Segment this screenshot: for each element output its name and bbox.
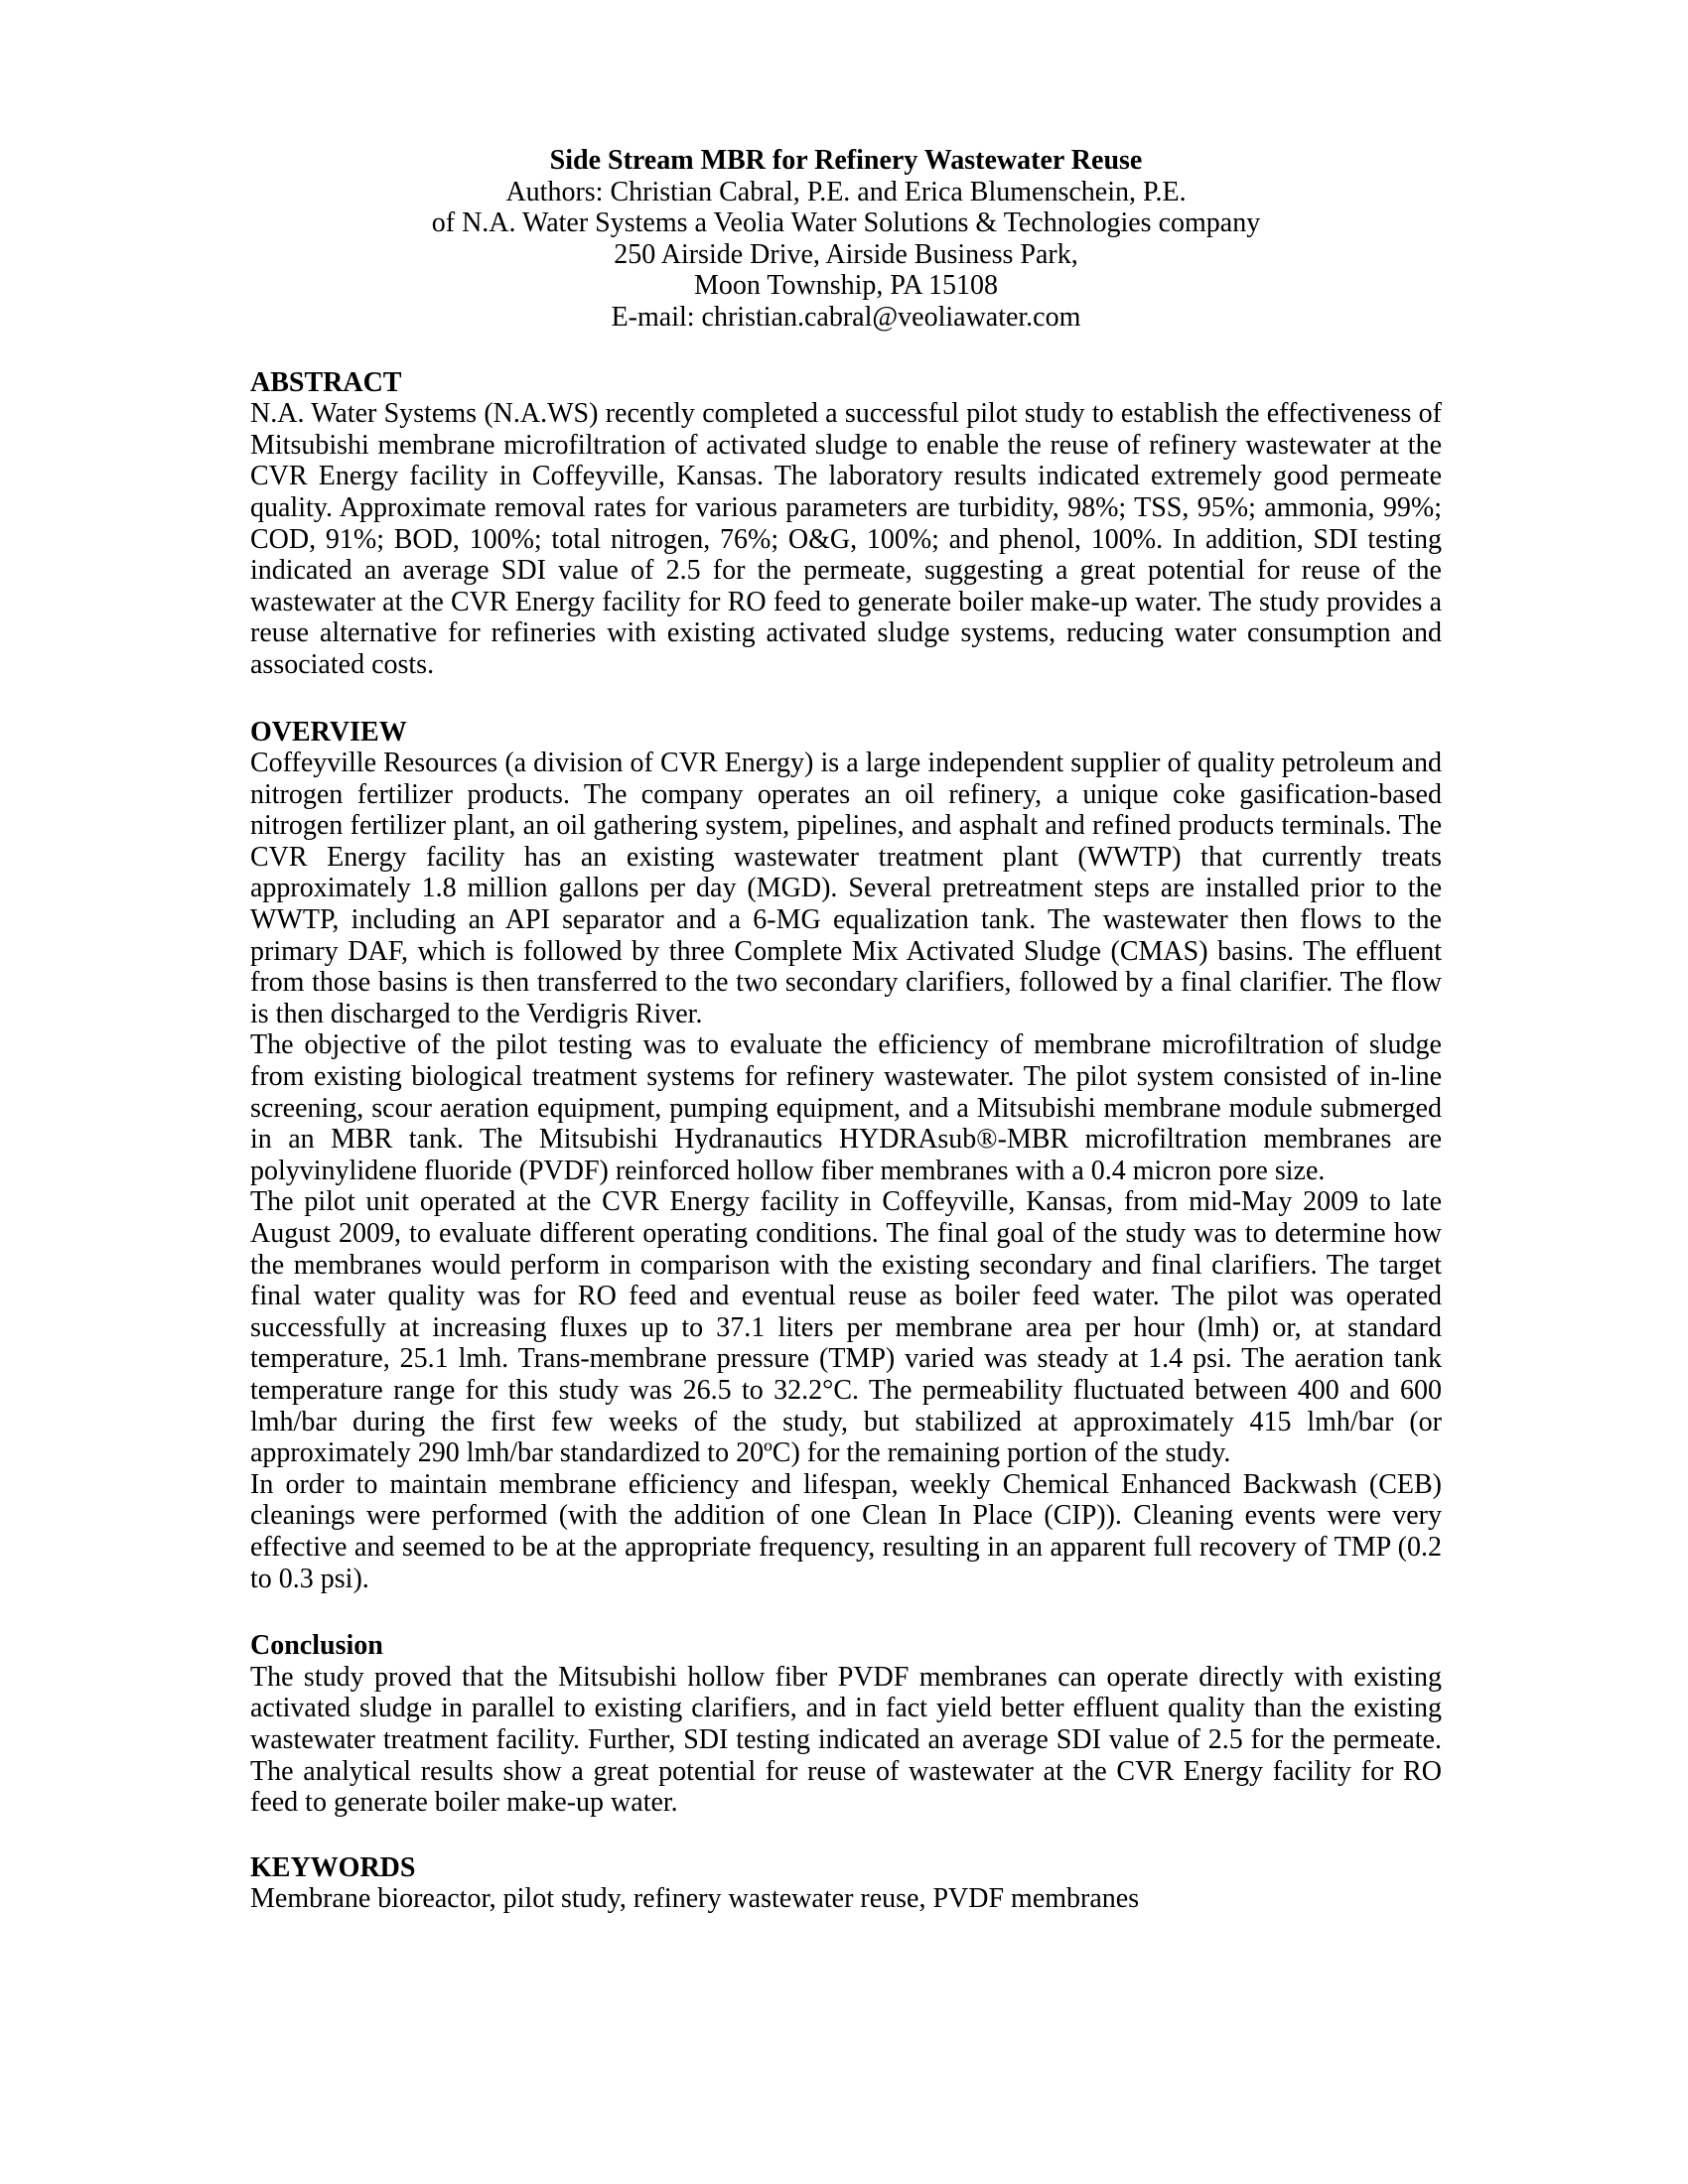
paper-address-line-1: 250 Airside Drive, Airside Business Park, bbox=[614, 238, 1078, 270]
keywords-text: Membrane bioreactor, pilot study, refinery wastewater reuse, PVDF membranes bbox=[250, 1883, 1140, 1915]
paper-email: E-mail: christian.cabral@veoliawater.com bbox=[611, 301, 1081, 333]
abstract-heading: ABSTRACT bbox=[250, 366, 402, 398]
overview-paragraph-4: In order to maintain membrane efficiency and lifespan, weekly Chemical Enhanced Backwash (CEB) cleanings were performed (with the addition of one Clean In Place (CIP)). Cleaning events were very effective and seemed to be at the appropriate frequency, resulting in an apparent full recovery of TMP (0.2 to 0.3 psi). bbox=[250, 1468, 1442, 1594]
section-overview bbox=[250, 717, 1442, 1595]
conclusion-paragraph: The study proved that the Mitsubishi hollow fiber PVDF membranes can operate directly with existing activated sludge in parallel to existing clarifiers, and in fact yield better effluent quality than the existing wastewater treatment facility. Further, SDI testing indicated an average SDI value of 2.5 for the permeate. The analytical results show a great potential for reuse of wastewater at the CVR Energy facility for RO feed to generate boiler make-up water. bbox=[250, 1661, 1442, 1819]
section-abstract bbox=[250, 367, 1442, 681]
section-conclusion bbox=[250, 1630, 1442, 1819]
overview-heading: OVERVIEW bbox=[250, 716, 407, 748]
conclusion-heading: Conclusion bbox=[250, 1630, 383, 1662]
overview-paragraph-2: The objective of the pilot testing was to evaluate the efficiency of membrane microfiltration of sludge from existing biological treatment systems for refinery wastewater. The pilot system consisted of in-line screening, scour aeration equipment, pumping equipment, and a Mitsubishi membrane module submerged in an MBR tank. The Mitsubishi Hydranautics HYDRAsub®-MBR microfiltration membranes are polyvinylidene fluoride (PVDF) reinforced hollow fiber membranes with a 0.4 micron pore size. bbox=[250, 1029, 1442, 1186]
abstract-paragraph: N.A. Water Systems (N.A.WS) recently completed a successful pilot study to establish the effectiveness of Mitsubishi membrane microfiltration of activated sludge to enable the reuse of refinery wastewater at the CVR Energy facility in Coffeyville, Kansas. The laboratory results indicated extremely good permeate quality. Approximate removal rates for various parameters are turbidity, 98%; TSS, 95%; ammonia, 99%; COD, 91%; BOD, 100%; total nitrogen, 76%; O&G, 100%; and phenol, 100%. In addition, SDI testing indicated an average SDI value of 2.5 for the permeate, suggesting a great potential for reuse of the wastewater at the CVR Energy facility for RO feed to generate boiler make-up water. The study provides a reuse alternative for refineries with existing activated sludge systems, reducing water consumption and associated costs. bbox=[250, 398, 1442, 680]
paper-authors: Authors: Christian Cabral, P.E. and Erica Blumenschein, P.E. bbox=[505, 176, 1187, 207]
paper-address-line-2: Moon Township, PA 15108 bbox=[693, 270, 999, 302]
paper-header bbox=[250, 145, 1442, 334]
overview-paragraph-3: The pilot unit operated at the CVR Energy facility in Coffeyville, Kansas, from mid-May 2009 to late August 2009, to evaluate different operating conditions. The final goal of the study was to determine how the membranes would perform in comparison with the existing secondary and final clarifiers. The target final water quality was for RO feed and eventual reuse as boiler feed water. The pilot was operated successfully at increasing fluxes up to 37.1 liters per membrane area per hour (lmh) or, at standard temperature, 25.1 lmh. Trans-membrane pressure (TMP) varied was steady at 1.4 psi. The aeration tank temperature range for this study was 26.5 to 32.2°C. The permeability fluctuated between 400 and 600 lmh/bar during the first few weeks of the study, but stabilized at approximately 415 lmh/bar (or approximately 290 lmh/bar standardized to 20ºC) for the remaining portion of the study. bbox=[250, 1186, 1442, 1469]
paper-title: Side Stream MBR for Refinery Wastewater Reuse bbox=[549, 145, 1143, 176]
keywords-heading: KEYWORDS bbox=[250, 1851, 416, 1883]
overview-paragraph-1: Coffeyville Resources (a division of CVR Energy) is a large independent supplier of quality petroleum and nitrogen fertilizer products. The company operates an oil refinery, a unique coke gasification-based nitrogen fertilizer plant, an oil gathering system, pipelines, and asphalt and refined products terminals. The CVR Energy facility has an existing wastewater treatment plant (WWTP) that currently treats approximately 1.8 million gallons per day (MGD). Several pretreatment steps are installed prior to the WWTP, including an API separator and a 6-MG equalization tank. The wastewater then flows to the primary DAF, which is followed by three Complete Mix Activated Sludge (CMAS) basins. The effluent from those basins is then transferred to the two secondary clarifiers, followed by a final clarifier. The flow is then discharged to the Verdigris River. bbox=[250, 748, 1442, 1029]
section-keywords bbox=[250, 1852, 1442, 1915]
paper-affiliation: of N.A. Water Systems a Veolia Water Solutions & Technologies company bbox=[431, 207, 1261, 239]
